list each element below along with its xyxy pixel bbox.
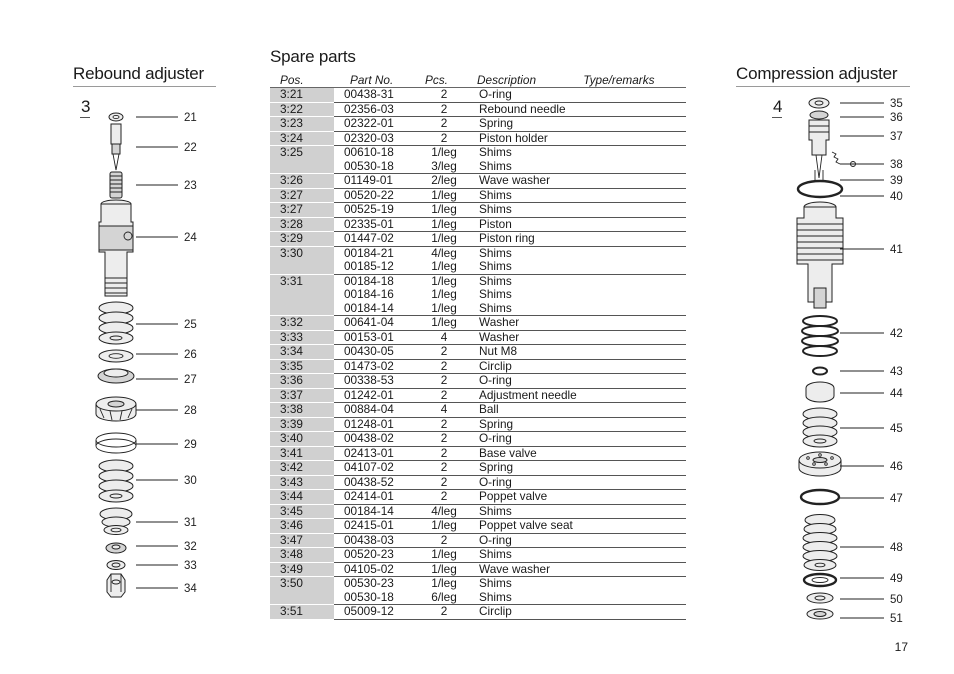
compression-label: 35 [890,98,903,110]
part-45-shims [803,408,837,447]
cell-pcs: 2 [415,432,473,447]
compression-label: 42 [890,328,903,340]
cell-part-no: 00438-31 [334,88,415,103]
cell-description: O-ring [473,533,686,548]
cell-pos: 3:38 [270,403,334,418]
rebound-label: 31 [184,517,197,529]
cell-description: Wave washer [473,562,686,577]
cell-part-no: 00884-04 [334,403,415,418]
cell-description: Washer [473,330,686,345]
cell-pcs: 2 [415,461,473,476]
part-42-spring [802,316,838,356]
rebound-label: 26 [184,349,197,361]
cell-part-no: 00184-14 [334,302,415,316]
part-46-poppet-valve-seat [799,452,841,476]
part-41-base-valve [797,202,843,308]
cell-description: Shims [479,145,512,159]
cell-pcs: 2 [415,605,473,620]
compression-label: 36 [890,112,903,124]
col-part-header: Part No. [334,73,415,88]
rebound-label: 29 [184,439,197,451]
cell-part-no: 01242-01 [334,388,415,403]
cell-part-no: 04107-02 [334,461,415,476]
cell-description: Poppet valve [473,490,686,505]
cell-part-no: 01248-01 [334,417,415,432]
compression-label: 44 [890,388,903,400]
cell-description: Piston [473,217,686,232]
cell-pos: 3:35 [270,359,334,374]
cell-description: O-ring [473,432,686,447]
cell-pos: 3:34 [270,345,334,360]
cell-pcs: 1/leg [415,519,473,534]
cell-description: Shims [473,260,686,274]
cell-pcs: 1/leg [431,145,457,159]
cell-pos: 3:41 [270,446,334,461]
cell-part-no: 02413-01 [334,446,415,461]
cell-part-no: 00184-14 [334,504,415,519]
part-49-wave-washer [804,574,836,586]
compression-adjuster-heading: Compression adjuster [736,64,898,83]
rebound-label: 34 [184,583,197,595]
rebound-label: 24 [184,232,197,244]
cell-description: Nut M8 [473,345,686,360]
cell-description: Base valve [473,446,686,461]
cell-pos: 3:46 [270,519,334,534]
part-50-shims [807,593,833,603]
cell-description: Wave washer [473,174,686,189]
rebound-label: 21 [184,112,197,124]
cell-pos: 3:51 [270,605,334,620]
rebound-label: 30 [184,475,197,487]
cell-pos: 3:24 [270,131,334,146]
cell-pos: 3:25 [270,146,334,160]
cell-pos: 3:37 [270,388,334,403]
cell-part-no: 00184-16 [344,287,394,301]
cell-part-no: 02414-01 [334,490,415,505]
compression-label-group [840,98,903,625]
cell-description: Rebound needle [473,102,686,117]
cell-pcs: 1/leg [415,302,473,316]
cell-pos: 3:48 [270,548,334,563]
cell-description: Piston ring [473,232,686,247]
cell-pcs: 2 [415,446,473,461]
cell-part-no: 00520-22 [334,188,415,203]
cell-pcs: 2 [415,475,473,490]
rebound-adjuster-heading: Rebound adjuster [73,64,205,83]
compression-label: 41 [890,244,903,256]
part-48-shims [803,515,837,571]
rebound-label: 28 [184,405,197,417]
cell-pos: 3:44 [270,490,334,505]
cell-pcs: 1/leg [415,548,473,563]
cell-description: Spring [473,417,686,432]
cell-part-no: 00184-18 [344,273,394,288]
cell-pcs: 4/leg [431,245,457,260]
cell-pcs: 2 [415,117,473,132]
figure-number-4: 4 [773,97,783,116]
cell-pos: 3:28 [270,217,334,232]
cell-pcs: 1/leg [415,232,473,247]
cell-pcs: 1/leg [415,203,473,218]
cell-part-no: 00430-05 [334,345,415,360]
cell-description: Shims [479,245,512,260]
cell-description: Shims [473,591,686,605]
compression-label: 47 [890,493,903,505]
cell-pcs: 1/leg [431,287,457,301]
cell-pos: 3:26 [270,174,334,189]
rebound-label: 32 [184,541,197,553]
compression-label: 45 [890,423,903,435]
cell-description: Poppet valve seat [473,519,686,534]
cell-pcs: 2 [415,131,473,146]
cell-part-no: 00520-23 [334,548,415,563]
cell-description: Ball [473,403,686,418]
cell-part-no: 02335-01 [334,217,415,232]
compression-label: 37 [890,131,903,143]
cell-description: O-ring [473,475,686,490]
rebound-label: 23 [184,180,197,192]
cell-description: Shims [479,273,512,288]
cell-part-no: 00438-52 [334,475,415,490]
compression-label: 49 [890,573,903,585]
cell-pos: 3:22 [270,102,334,117]
cell-description: Shims [473,504,686,519]
cell-pos: 3:36 [270,374,334,389]
cell-pos: 3:27 [270,188,334,203]
cell-part-no: 02356-03 [334,102,415,117]
cell-part-no: 00338-53 [334,374,415,389]
cell-part-no: 00610-18 [344,145,394,159]
compression-label: 43 [890,366,903,378]
cell-description: Shims [473,203,686,218]
cell-description: Adjustment needle [473,388,686,403]
cell-part-no: 00438-02 [334,432,415,447]
cell-pos: 3:30 [270,246,334,260]
cell-part-no: 00184-21 [344,245,394,260]
cell-pcs: 2 [415,388,473,403]
compression-label: 46 [890,461,903,473]
rebound-label: 22 [184,142,197,154]
cell-description: Circlip [473,605,686,620]
cell-part-no: 05009-12 [334,605,415,620]
page-number: 17 [894,640,908,654]
cell-pcs: 1/leg [415,316,473,331]
cell-description: O-ring [473,374,686,389]
cell-pcs: 2 [415,345,473,360]
compression-label: 50 [890,594,903,606]
cell-pcs: 1/leg [415,562,473,577]
col-pos-header: Pos. [270,73,334,88]
cell-description: Spring [473,117,686,132]
cell-pcs: 1/leg [415,188,473,203]
part-43-oring [813,368,827,375]
compression-label: 38 [890,159,903,171]
cell-pcs: 4 [415,403,473,418]
cell-part-no: 02415-01 [334,519,415,534]
cell-description: Shims [479,576,512,590]
cell-part-no: 00530-18 [334,160,415,174]
cell-part-no: 00530-23 [344,576,394,590]
cell-pos: 3:50 [270,577,334,591]
part-47-oring [801,490,839,504]
cell-pcs: 2 [415,533,473,548]
cell-pos: 3:21 [270,88,334,103]
col-type-label: Type/remarks [583,73,655,87]
cell-pcs: 1/leg [431,576,457,590]
cell-pos: 3:33 [270,330,334,345]
cell-description: Circlip [473,359,686,374]
rebound-label: 33 [184,560,197,572]
part-51-circlip [807,609,833,619]
cell-part-no: 01473-02 [334,359,415,374]
cell-pcs: 2 [415,102,473,117]
cell-pos: 3:40 [270,432,334,447]
cell-part-no: 00438-03 [334,533,415,548]
cell-pcs: 4 [415,330,473,345]
cell-description: Shims [473,548,686,563]
compression-label: 51 [890,613,903,625]
part-35-circlip [809,98,829,108]
cell-description: Washer [473,316,686,331]
cell-part-no: 00641-04 [334,316,415,331]
part-36-oring [810,111,828,119]
cell-pcs: 2 [415,417,473,432]
compression-label: 40 [890,191,903,203]
cell-pos: 3:23 [270,117,334,132]
cell-pcs: 3/leg [415,160,473,174]
cell-pos: 3:49 [270,562,334,577]
cell-pcs: 1/leg [415,217,473,232]
cell-part-no: 02322-01 [334,117,415,132]
cell-description: Shims [473,188,686,203]
cell-part-no: 01149-01 [334,174,415,189]
cell-pos: 3:47 [270,533,334,548]
cell-part-no: 04105-02 [334,562,415,577]
rebound-label: 27 [184,374,197,386]
cell-part-no: 00153-01 [334,330,415,345]
part-44-poppet-valve [806,382,834,402]
part-37-adjustment-needle [809,120,829,178]
cell-part-no: 00525-19 [334,203,415,218]
cell-pos: 3:29 [270,232,334,247]
cell-pcs: 2 [415,88,473,103]
cell-description: Spring [473,461,686,476]
cell-pcs: 2/leg [415,174,473,189]
part-40-oring [798,181,842,197]
cell-pos: 3:43 [270,475,334,490]
cell-description: Piston holder [473,131,686,146]
cell-pcs: 1/leg [431,273,457,288]
cell-pos: 3:42 [270,461,334,476]
cell-pcs: 4/leg [415,504,473,519]
cell-pos: 3:27 [270,203,334,218]
cell-pos: 3:31 [270,274,334,288]
cell-part-no: 00530-18 [334,591,415,605]
cell-part-no: 01447-02 [334,232,415,247]
col-desc-label: Description [477,73,537,87]
cell-pcs: 6/leg [415,591,473,605]
cell-description: Shims [473,160,686,174]
cell-part-no: 02320-03 [334,131,415,146]
cell-pos: 3:32 [270,316,334,331]
col-pcs-header: Pcs. [415,73,473,88]
cell-description: Shims [473,302,686,316]
cell-description: Shims [479,287,512,301]
cell-pcs: 1/leg [415,260,473,274]
cell-description: O-ring [473,88,686,103]
rebound-label: 25 [184,319,197,331]
figure-number-3: 3 [81,97,91,116]
cell-pcs: 2 [415,359,473,374]
cell-pcs: 2 [415,490,473,505]
cell-pcs: 2 [415,374,473,389]
cell-part-no: 00185-12 [334,260,415,274]
compression-label: 48 [890,542,903,554]
compression-label: 39 [890,175,903,187]
spare-parts-heading: Spare parts [270,47,356,66]
cell-pos: 3:39 [270,417,334,432]
cell-pos: 3:45 [270,504,334,519]
